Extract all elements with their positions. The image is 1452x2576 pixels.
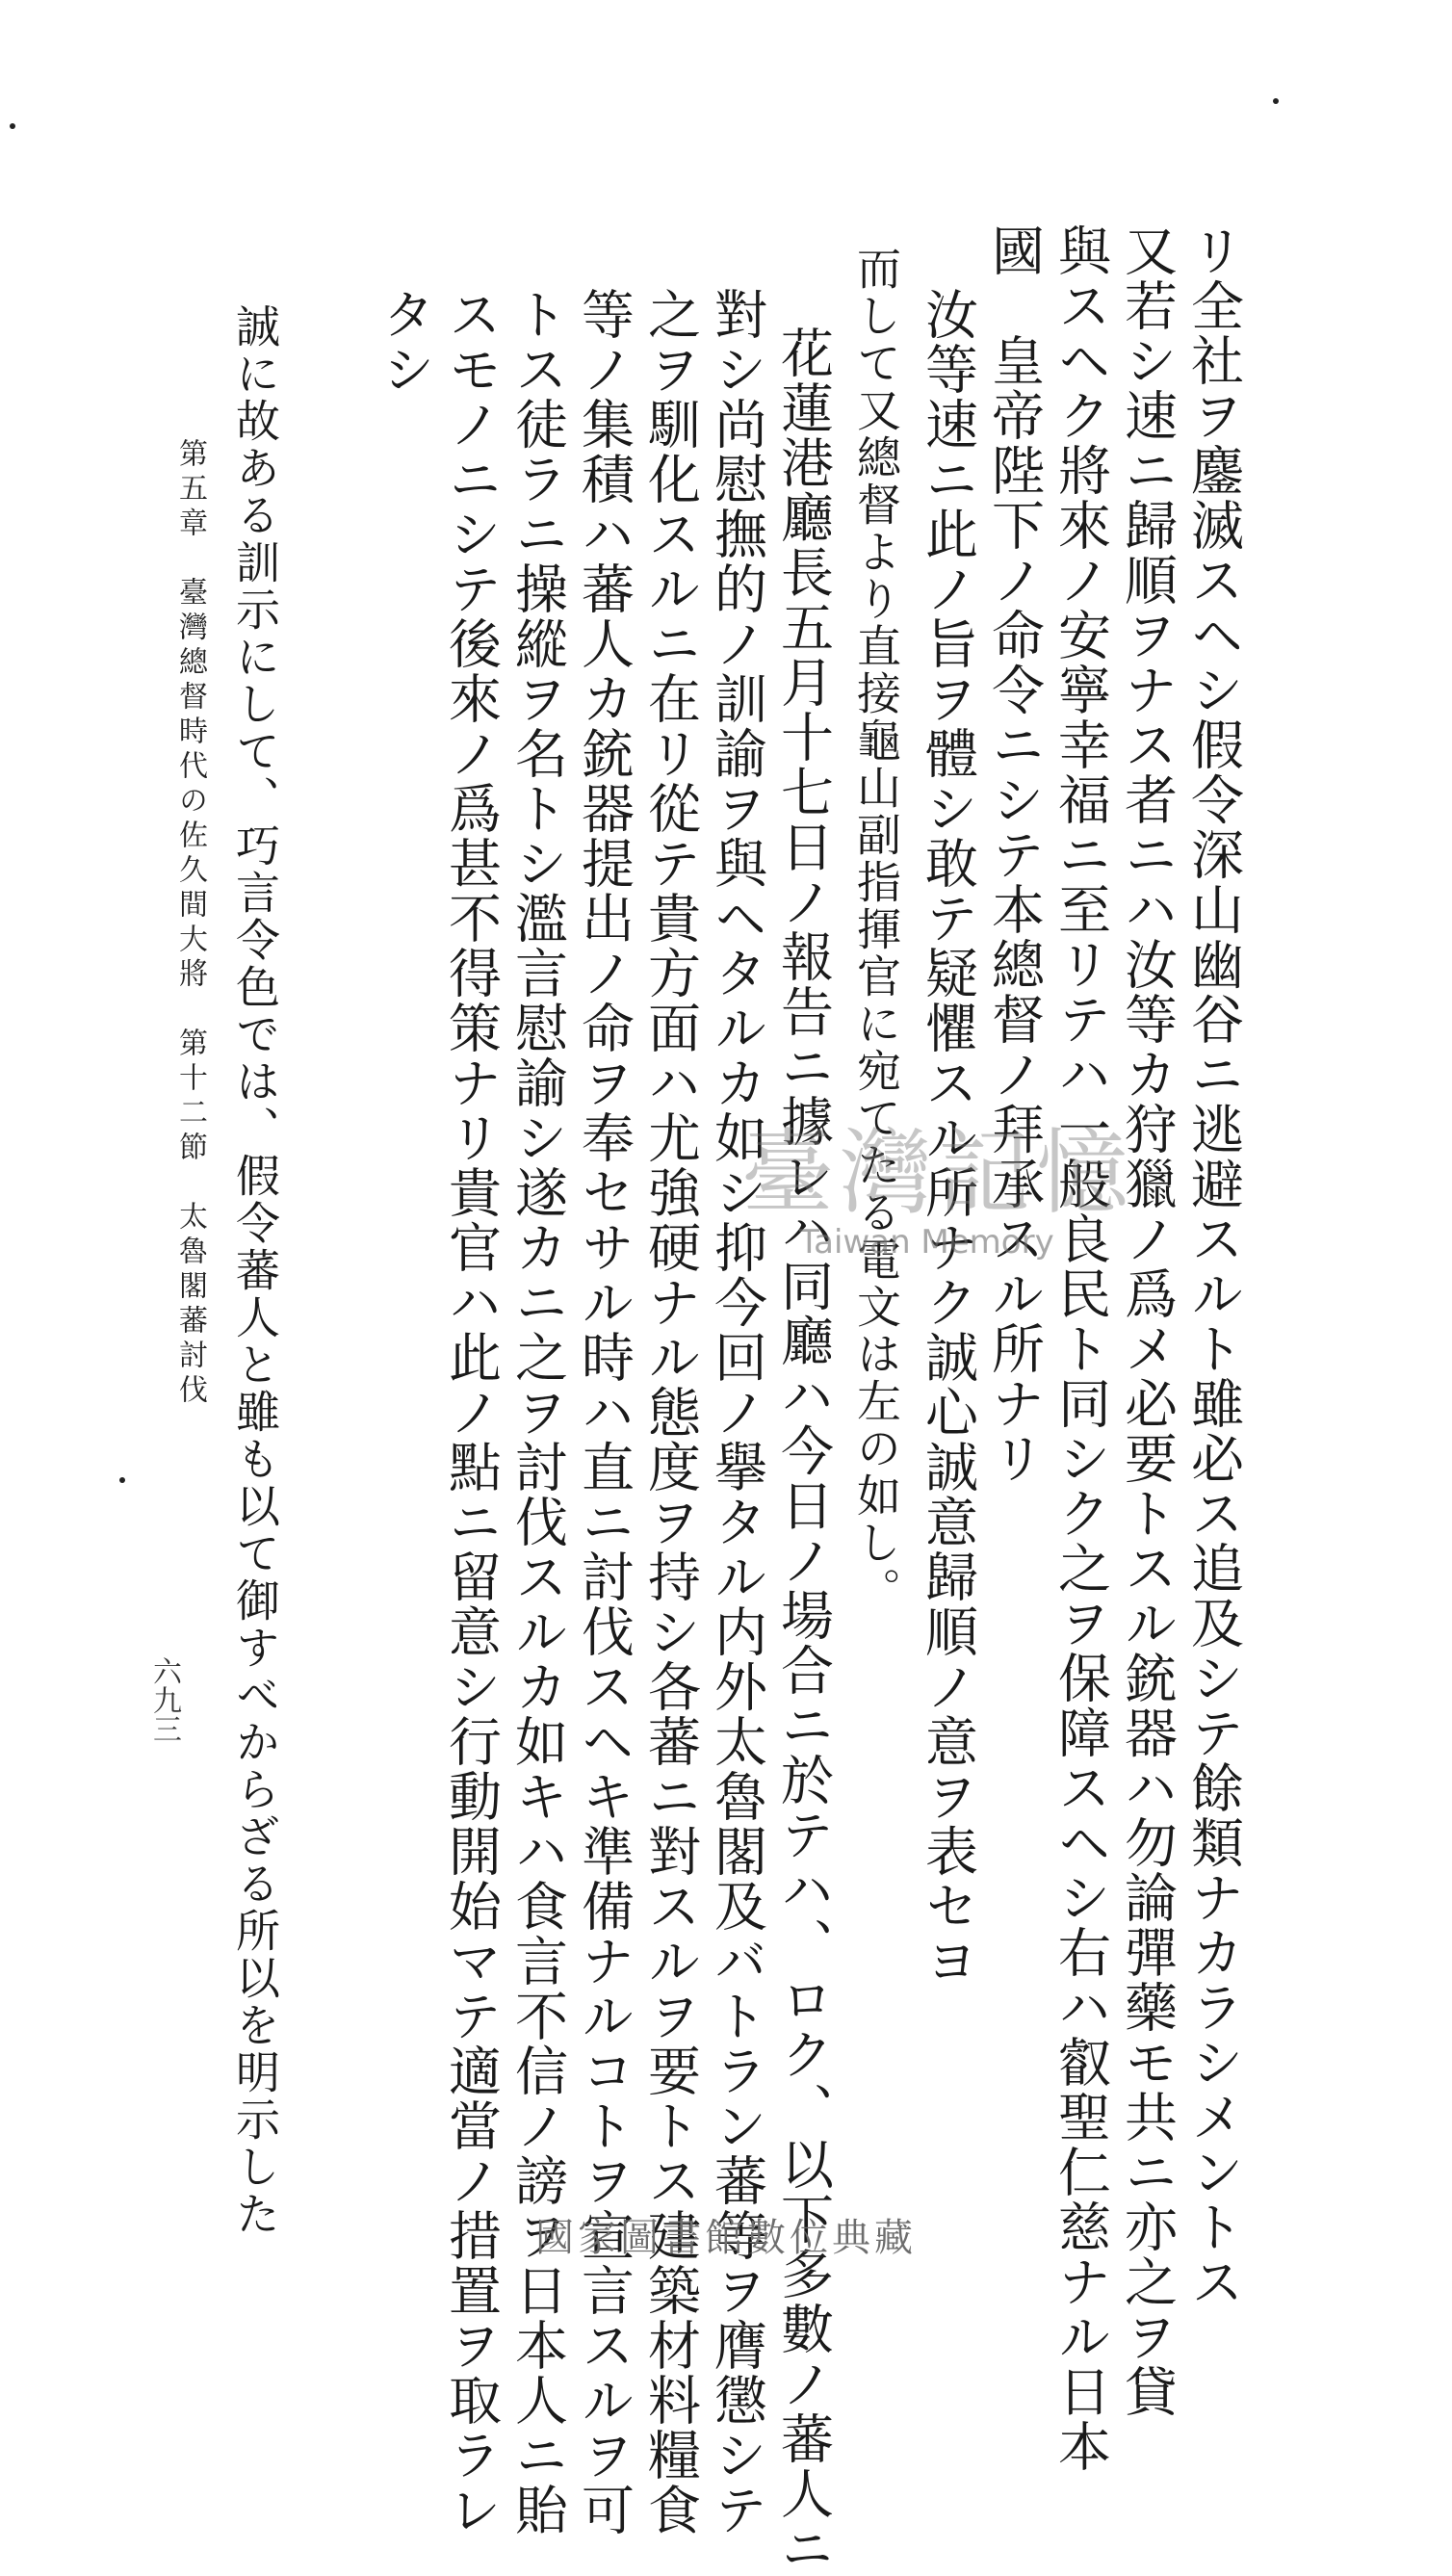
text-column-1: リ全社ヲ鏖滅スヘシ假令深山幽谷ニ逃避スルト雖必ス追及シテ餘類ナカラシメントス [1182, 223, 1244, 2309]
scan-speck [1273, 98, 1279, 104]
watermark-logo-english: Taiwan Memory [799, 1223, 1054, 1262]
text-column-6: 而して又總督より直接龜山副指揮官に宛てたる電文は左の如し。 [850, 246, 902, 1614]
taiwan-memory-watermark [741, 1119, 1223, 1310]
text-column-7: 花蓮港廳長五月十七日ノ報告ニ據レハ同廳ハ今日ノ場合ニ於テハ、ロク、以下多數ノ蕃人ニ [772, 325, 834, 2576]
scan-speck [119, 1477, 125, 1483]
text-column-14: 誠に故ある訓示にして、巧言令色では、假令蕃人と雖も以て御すべからざる所以を明示した [229, 303, 281, 2238]
library-footer-watermark: 國家圖書館數位典藏 [535, 2216, 917, 2260]
running-head: 第五章 臺灣總督時代の佐久間大將 第十二節 太魯閣蕃討伐 [173, 438, 207, 1409]
text-column-12: スモノニシテ後來ノ爲甚不得策ナリ貴官ハ此ノ點ニ留意シ行動開始マテ適當ノ措置ヲ取ラレ [440, 287, 502, 2537]
text-column-8: 對シ尚慰撫的ノ訓諭ヲ與ヘタルカ如シ抑今回ノ擧タル内外太魯閣及バトラン蕃等ヲ膺懲シテ [706, 287, 767, 2537]
text-column-10: 等ノ集積ハ蕃人カ銃器提出ノ命ヲ奉セサル時ハ直ニ討伐スヘキ準備ナルコトヲ宣言スルヲ可 [573, 287, 635, 2537]
text-column-2: 又若シ速ニ歸順ヲナス者ニハ汝等カ狩獵ノ爲メ必要トスル銃器ハ勿論彈藥モ共ニ亦之ヲ貸 [1116, 223, 1178, 2419]
page-number: 六九三 [147, 1656, 181, 1743]
text-column-4: 國 皇帝陛下ノ命令ニシテ本總督ノ拜承スル所ナリ [983, 223, 1045, 1486]
text-column-3: 與スヘク將來ノ安寧幸福ニ至リテハ一般良民ト同シク之ヲ保障スヘシ右ハ叡聖仁慈ナル日本 [1050, 223, 1111, 2474]
text-column-9: 之ヲ馴化スルニ在リ從テ貴方面ハ尤強硬ナル態度ヲ持シ各蕃ニ對スルヲ要トス建築材料糧食 [639, 287, 701, 2537]
text-column-13: タシ [374, 287, 435, 397]
text-column-11: トス徒ラニ操縱ヲ名トシ濫言慰諭シ遂カニ之ヲ討伐スルカ如キハ食言不信ノ謗ヲ日本人ニ貽 [506, 287, 568, 2537]
scan-speck [10, 123, 15, 129]
watermark-logo-text: 臺灣記憶 [741, 1119, 1134, 1227]
text-column-5: 汝等速ニ此ノ旨ヲ體シ敢テ疑懼スル所ナク誠心誠意歸順ノ意ヲ表セヨ [917, 287, 978, 1989]
